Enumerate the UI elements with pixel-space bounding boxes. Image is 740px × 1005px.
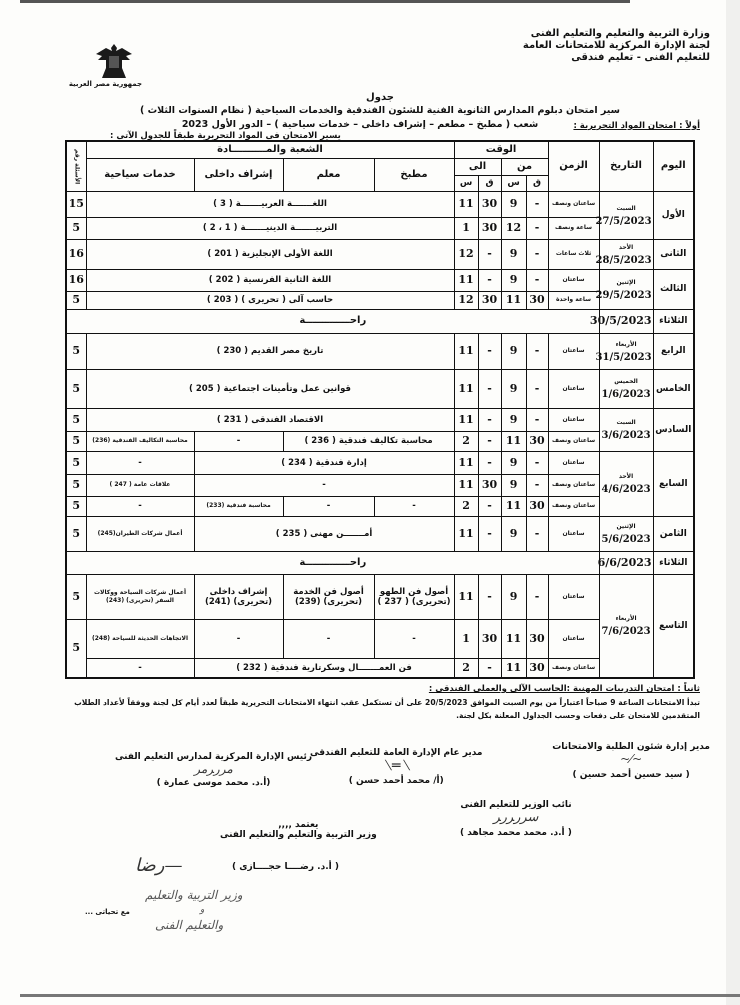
table-cell: 5 [66, 333, 86, 369]
table-cell: - [526, 516, 548, 551]
table-cell: 30 [478, 217, 501, 239]
table-cell: 5 [66, 451, 86, 474]
note-line-2: المتقدمين للامتحان على دفعات وحسب الجداول المعلنة بكل لجنة. [456, 711, 700, 720]
table-cell: 16 [66, 269, 86, 291]
table-cell: - [526, 574, 548, 619]
table-cell: فن العمـــــــال وسكرتارية فندقية ( 232 ) [194, 658, 454, 678]
signature-hotel-education [310, 748, 483, 786]
handwritten-signature: ~⁄~ [620, 752, 643, 766]
table-cell: ساعتان ونصف [548, 496, 599, 516]
table-row [66, 408, 694, 431]
handwritten-signature: ﻣﺮﺭﺮﻣﺮ [194, 762, 233, 776]
table-cell: 15 [66, 191, 86, 217]
table-cell: أعمال شركات السياحة ووكالات السفر (تحريرى) (243) [86, 574, 194, 619]
signatory-title: مدير إدارة شئون الطلبة والامتحانات [552, 742, 710, 752]
rest-day-cell: راحـــــــــــــة [66, 309, 599, 333]
weekday-label: الأحد [618, 473, 634, 480]
table-cell: محاسبة فندقية (233) [194, 496, 283, 516]
table-cell: اللغة الأولى الإنجليزية ( 201 ) [86, 239, 454, 269]
date-value: 5/6/2023 [601, 534, 651, 545]
table-cell: ساعتان [548, 574, 599, 619]
table-cell: - [526, 217, 548, 239]
table-cell: - [478, 239, 501, 269]
table-cell: 30 [526, 658, 548, 678]
table-cell: 16 [66, 239, 86, 269]
day-cell: الثامن [653, 516, 694, 551]
date-value: 3/6/2023 [601, 430, 651, 441]
table-cell: - [86, 496, 194, 516]
emblem-caption: جمهورية مصر العربية [68, 80, 142, 88]
signatory-title: رئيس الإدارة المركزية لمدارس التعليم الفنى [115, 752, 313, 762]
header-to: الى [454, 158, 501, 175]
table-cell: إشراف داخلى (تحريرى) (241) [194, 574, 283, 619]
table-cell: 5 [66, 619, 86, 678]
scan-edge [20, 994, 740, 997]
table-cell: محاسبة تكاليف فندقية ( 236 ) [283, 431, 454, 451]
day-cell: السادس [653, 408, 694, 451]
table-cell: 2 [454, 658, 478, 678]
table-row [66, 191, 694, 217]
table-row [66, 451, 694, 474]
weekday-label: الإثنين [616, 523, 636, 530]
table-cell: 5 [66, 496, 86, 516]
date-value: 27/5/2023 [595, 215, 652, 227]
table-row [66, 551, 694, 574]
approval-label: يعتمد ,,,, [278, 820, 319, 830]
header-time: الوقت [454, 141, 548, 158]
table-cell: 6/6/2023 [599, 551, 653, 574]
header-date: التاريخ [599, 141, 653, 191]
table-cell: ثلاث ساعات [548, 239, 599, 269]
handwritten-signature: ⟋═⟋ [382, 758, 411, 774]
table-cell: - [478, 369, 501, 408]
table-cell: ساعتان [548, 333, 599, 369]
handwritten-note: و [200, 905, 205, 915]
table-cell: - [194, 474, 454, 496]
day-cell: الثانى [653, 239, 694, 269]
table-cell: 30 [478, 191, 501, 217]
table-cell: 30 [526, 431, 548, 451]
table-row [66, 574, 694, 619]
table-row [66, 369, 694, 408]
regards-note: مع تحياتى ... [85, 908, 130, 916]
table-cell: ساعتان ونصف [548, 431, 599, 451]
table-cell: - [526, 474, 548, 496]
signature-deputy-minister [460, 800, 572, 838]
table-cell: ساعتان [548, 516, 599, 551]
header-day: اليوم [653, 141, 694, 191]
table-cell: 11 [501, 291, 526, 309]
date-cell [599, 408, 653, 451]
doc-divisions: شعب ( مطبخ – مطعم – إشراف داخلى – خدمات سياحية ) – الدور الأول 2023 [181, 119, 539, 130]
exam-schedule-table [65, 140, 695, 679]
table-cell: أعمال شركات الطيران(245) [86, 516, 194, 551]
table-cell: - [478, 574, 501, 619]
section-1-heading: أولاً : امتحان المواد التحريرية : [573, 121, 700, 131]
day-cell: الخامس [653, 369, 694, 408]
table-cell: 9 [501, 574, 526, 619]
header-kitchen: مطبخ [374, 158, 454, 191]
date-cell [599, 369, 653, 408]
table-cell: ساعة ونصف [548, 217, 599, 239]
table-cell: 5 [66, 217, 86, 239]
table-cell: 11 [454, 451, 478, 474]
table-cell: - [194, 619, 283, 658]
table-cell: الاتجاهات الحديثة للسياحة (248) [86, 619, 194, 658]
table-cell: - [526, 451, 548, 474]
table-cell: ساعتان [548, 408, 599, 431]
table-cell: - [526, 369, 548, 408]
signature-minister [220, 820, 377, 840]
table-row [66, 516, 694, 551]
table-cell: إدارة فندقية ( 234 ) [194, 451, 454, 474]
header-duration: الزمن [548, 141, 599, 191]
rest-day-cell: راحـــــــــــــة [66, 551, 599, 574]
table-cell: - [526, 269, 548, 291]
header-restaurant: معلم [283, 158, 374, 191]
table-cell: محاسبة التكاليف الفندقية (236) [86, 431, 194, 451]
table-cell: ساعتان [548, 269, 599, 291]
table-cell: 11 [454, 574, 478, 619]
table-cell: التربيـــــــة الدينيـــــــة ( 1 ، 2 ) [86, 217, 454, 239]
table-cell: - [283, 496, 374, 516]
table-row [66, 269, 694, 291]
signatory-name: ( سيد حسين أحمد حسين ) [572, 770, 690, 780]
signature-student-affairs [552, 742, 710, 780]
table-cell: 11 [454, 333, 478, 369]
date-cell [599, 574, 653, 678]
header-marks: الأسئلة رقم [66, 141, 86, 191]
table-cell: 9 [501, 369, 526, 408]
table-cell: 12 [454, 239, 478, 269]
table-cell: 11 [501, 658, 526, 678]
table-cell: أصول فن الخدمة (تحريرى) (239) [283, 574, 374, 619]
table-cell: 5 [66, 474, 86, 496]
header-housekeeping: إشراف داخلى [194, 158, 283, 191]
table-cell: تاريخ مصر القديم ( 230 ) [86, 333, 454, 369]
table-cell: 11 [454, 191, 478, 217]
table-cell: ساعتان [548, 369, 599, 408]
header-to-hour: س [454, 175, 478, 191]
table-cell: - [86, 451, 194, 474]
table-cell: 30 [478, 619, 501, 658]
doc-subtitle: سير امتحان دبلوم المدارس الثانوية الفنية للشئون الفندقية والخدمات السياحية ( نظام السنوات الثلاث ) [139, 105, 621, 116]
weekday-label: السبت [616, 419, 636, 426]
table-cell: ساعتان [548, 451, 599, 474]
table-cell: - [526, 408, 548, 431]
state-emblem [68, 42, 142, 88]
table-cell: الاقتصاد الفندقى ( 231 ) [86, 408, 454, 431]
signatory-title: مدير عام الإدارة العامة للتعليم الفندقى [310, 748, 483, 758]
table-cell: 5 [66, 369, 86, 408]
table-cell: - [526, 191, 548, 217]
table-cell: ساعتان [548, 619, 599, 658]
weekday-label: الأربعاء [615, 340, 637, 348]
handwritten-signature: —ﺭﺿﺎ [135, 855, 183, 876]
table-cell: 9 [501, 474, 526, 496]
table-cell: 2 [454, 431, 478, 451]
ministry-header [523, 28, 710, 64]
table-cell: حاسب آلى ( تحريرى ) ( 203 ) [86, 291, 454, 309]
sector-line: للتعليم الفنى - تعليم فندقى [571, 52, 710, 63]
table-cell: أصول فن الطهو (تحريرى) ( 237 ) [374, 574, 454, 619]
table-cell: 30 [478, 291, 501, 309]
date-value: 31/5/2023 [595, 351, 652, 363]
table-cell: - [478, 269, 501, 291]
table-cell: 12 [501, 217, 526, 239]
table-cell: 5 [66, 431, 86, 451]
table-cell: - [283, 619, 374, 658]
table-cell: - [86, 658, 194, 678]
committee-line: لجنة الإدارة المركزية للامتحانات العامة [522, 40, 710, 51]
table-cell: 11 [501, 431, 526, 451]
weekday-label: الخميس [614, 378, 638, 385]
table-cell: قوانين عمل وتأمينات اجتماعية ( 205 ) [86, 369, 454, 408]
date-value: 1/6/2023 [601, 389, 651, 400]
table-cell: علاقات عامة ( 247 ) [86, 474, 194, 496]
table-row [66, 333, 694, 369]
date-cell [595, 333, 653, 369]
date-value: 4/6/2023 [601, 484, 651, 495]
table-intro: يسير الامتحان فى المواد التحريرية طبقاً للجدول الآتى : [110, 131, 341, 141]
minister-name: ( أ.د. رضــــا حجــــازى ) [232, 862, 339, 872]
weekday-label: السبت [616, 204, 636, 212]
weekday-label: الأربعاء [615, 615, 637, 623]
handwritten-signature: ﺳﺮﺭﺮﺭﺮ [493, 810, 539, 825]
day-cell: السابع [653, 451, 694, 516]
signatory-name: (أ.د. محمد موسى عمارة ) [156, 778, 271, 788]
date-cell [595, 239, 653, 269]
table-cell: 30 [526, 496, 548, 516]
scan-edge [726, 0, 740, 1005]
table-cell: 9 [501, 191, 526, 217]
table-cell: - [374, 619, 454, 658]
table-cell: 30 [526, 291, 548, 309]
weekday-label: الأحد [618, 243, 634, 251]
table-cell: 11 [454, 516, 478, 551]
table-cell: - [478, 496, 501, 516]
scan-edge [20, 0, 630, 3]
table-cell: - [374, 496, 454, 516]
doc-title: جدول [366, 92, 394, 103]
date-cell [599, 516, 653, 551]
date-cell [595, 269, 653, 309]
table-cell: - [478, 451, 501, 474]
table-cell: 11 [501, 619, 526, 658]
table-cell: 9 [501, 333, 526, 369]
table-cell: أمـــــــن مهنى ( 235 ) [194, 516, 454, 551]
signatory-title: وزير التربية والتعليم والتعليم الفنى [220, 830, 377, 840]
date-value: 29/5/2023 [595, 289, 652, 301]
table-cell: 5 [66, 516, 86, 551]
table-cell: - [526, 333, 548, 369]
table-cell: 30 [526, 619, 548, 658]
table-row [66, 239, 694, 269]
table-cell: ساعة واحدة [548, 291, 599, 309]
table-cell: - [478, 408, 501, 431]
table-cell: - [478, 658, 501, 678]
table-cell: 11 [454, 269, 478, 291]
table-row [66, 309, 694, 333]
signatory-title: نائب الوزير للتعليم الفنى [460, 800, 572, 810]
eagle-emblem-icon [94, 42, 134, 80]
table-cell: 9 [501, 269, 526, 291]
date-value: 28/5/2023 [595, 254, 652, 266]
header-tourism: خدمات سياحية [86, 158, 194, 191]
table-cell: 11 [501, 496, 526, 516]
header-from-hour: س [501, 175, 526, 191]
day-cell: الأول [653, 191, 694, 239]
table-cell: 5 [66, 291, 86, 309]
table-cell: 1 [454, 217, 478, 239]
signatory-name: ( أ.د. محمد محمد مجاهد ) [460, 828, 572, 838]
table-cell: - [526, 239, 548, 269]
table-cell: 30 [478, 474, 501, 496]
day-cell: الثلاثاء [653, 309, 694, 333]
table-cell: - [478, 431, 501, 451]
ministry-line: وزارة التربية والتعليم والتعليم الفنى [530, 28, 710, 39]
table-cell: 9 [501, 451, 526, 474]
signatory-name: (أ/ محمد أحمد حسن ) [348, 776, 444, 786]
table-cell: اللغة الثانية الفرنسية ( 202 ) [86, 269, 454, 291]
table-cell: 11 [454, 369, 478, 408]
note-line-1: تبدأ الامتحانات الساعة 9 صباحاً اعتباراً من يوم السبت الموافق 20/5/2023 على أن تستكمل عقب انتهاء الامتحانات التحريرية طبقاً لعدد أيام كل لجنة ووفقاً لأعداد الطلاب [74, 698, 700, 707]
table-cell: 1 [454, 619, 478, 658]
table-cell: ساعتان ونصف [548, 658, 599, 678]
table-cell: 5 [66, 408, 86, 431]
table-cell: 5 [66, 574, 86, 619]
handwritten-note: وزير التربية والتعليم [145, 888, 243, 902]
table-cell: 2 [454, 496, 478, 516]
table-cell: - [478, 516, 501, 551]
day-cell: الثلاثاء [653, 551, 694, 574]
date-cell [595, 191, 653, 239]
header-from: من [501, 158, 548, 175]
header-division-subject: الشعبة والمــــــــــادة [86, 141, 454, 158]
day-cell: التاسع [653, 574, 694, 678]
weekday-label: الإثنين [616, 278, 636, 286]
table-cell: - [194, 431, 283, 451]
table-cell: 9 [501, 239, 526, 269]
date-cell [599, 451, 653, 516]
table-cell: 12 [454, 291, 478, 309]
table-cell: - [478, 333, 501, 369]
handwritten-note: والتعليم الفنى [155, 918, 224, 932]
day-cell: الرابع [653, 333, 694, 369]
signature-central-admin [115, 752, 312, 788]
day-cell: الثالث [653, 269, 694, 309]
table-cell: ساعتان ونصف [548, 474, 599, 496]
section-2-heading: ثانياً : امتحان التدريبات المهنية :الحاسب الآلى والعملى الفندقى : [428, 684, 700, 694]
header-from-minute: ق [526, 175, 548, 191]
table-cell: 11 [454, 474, 478, 496]
header-to-minute: ق [478, 175, 501, 191]
date-value: 7/6/2023 [601, 626, 651, 638]
table-cell: 30/5/2023 [599, 309, 653, 333]
table-cell: ساعتان ونصف [548, 191, 599, 217]
table-cell: 11 [454, 408, 478, 431]
table-cell: 9 [501, 516, 526, 551]
table-cell: 9 [501, 408, 526, 431]
table-cell: اللغـــــــة العربيـــــــة ( 3 ) [86, 191, 454, 217]
